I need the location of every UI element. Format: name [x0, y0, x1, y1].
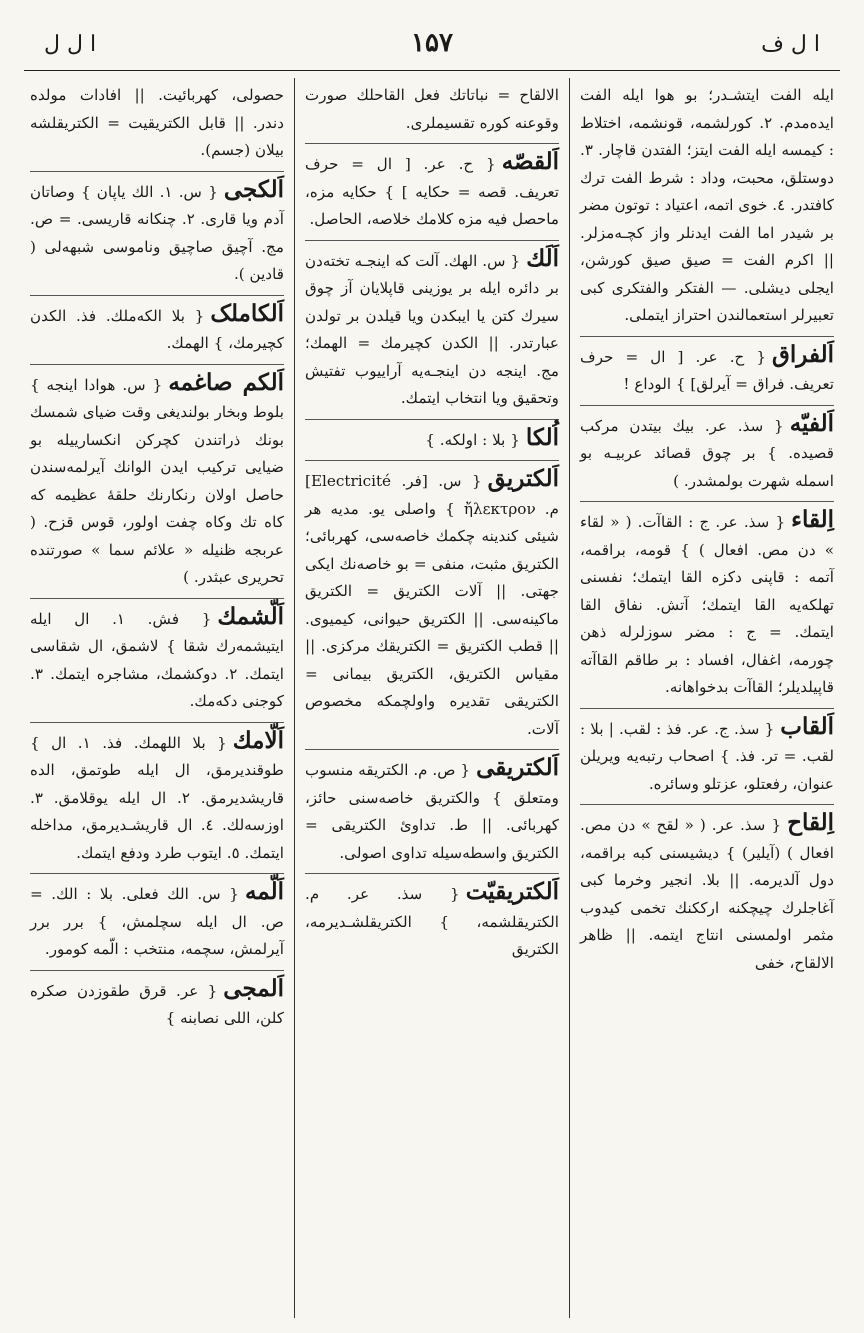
- headword: اَلمجی: [223, 974, 284, 1002]
- definition-text: { س. الهك. آلت که اینجـه تخته‌دن بر دائره ایله بر یوزینی قاپلایان آز چوق سیرك کتن یا ایبکدن ویا قیلدن بر تولدن عبارتدر. || الکدن کچیرمك = الهمك؛ مج. اینجه دن اینجـه‌یه آراییوب تفتیش وتحقیق ویا انتخاب ایتمك.: [305, 251, 559, 407]
- definition-text: { س. هوادا اینجه } بلوط وبخار بولندیغی وقت ضیای شمسك بونك ذراتندن کچرکن انکسارییله بو ضیایی ترکیب ایدن الوانك آیرلمه‌سندن حاصل اولان رنکارنك حلقهٔ عظیمه که کاه تك وکاه چفت اولور، قوس قزح. ( عربجه ظنیله « علائم سما » صورتنده تحریری عبثدر. ): [30, 375, 284, 586]
- header-rule: [24, 70, 840, 71]
- headword: اَلکجی: [223, 175, 284, 203]
- definition-text: حصولی، کهربائیت. || افادات مولده دندر. || قابل الکتریقیت = الکتریقلشه بیلان (جسم).: [30, 86, 284, 159]
- definition-text: { س. [فر. Electricité] م. ἤλεκτρον } واصلی یو. مدیه هر شیئی کندینه چکمك خاصه‌سی، کهربائی؛ الکتریق مثبت، منفی = بو خاصه‌نك ایکی جهتی. || آلات الکتریق = الکتریق ماکینه‌سی. || الکتریق حیوانی، کیمیوی. || قطب الکتریق = الکتریقك مرکزی. || مقیاس الکتریق، الکتریق بیمانی = الکتریقی تقدیره واولچمکه مخصوص آلات.: [305, 472, 559, 738]
- headword: اَلقصّه: [501, 148, 559, 175]
- dictionary-entry: [305, 461, 559, 750]
- dictionary-entry: [580, 805, 834, 983]
- page-header: [24, 26, 840, 68]
- dictionary-entry: [580, 709, 834, 806]
- column-divider: [290, 78, 299, 1318]
- definition-text: ایله الفت ایتشـدر؛ بو هوا ایله الفت ایده‌مدم. ۲. کورلشمه، قونشمه، اختلاط : کیمسه ایله الفت ایتز؛ الفتدن قاچار. ۳. دوستلق، محبت، وداد : شرط الفت ترك کافتدر. ٤. خوی اتمه، اعتیاد : توتون مضر بر شیدر اما الفت ایدنلر واز کچـه‌مزلر. || اکرم الفت = صیق صیق کورشن، ایجلی دیشلی. — الفتکر والفتکری کبی تعبیرلر استعمالندن احتراز ایتملی.: [580, 86, 834, 324]
- definition-text: { ص. م. الکتریقه منسوب ومتعلق } والکتریق خاصه‌سنی حائز، کهربائی. || ط. تداوئ الکتریقی = الکتریق واسطه‌سیله تداوی اصولی.: [305, 761, 559, 862]
- headword: اَلّمه: [244, 878, 284, 905]
- headword: اَلفراق: [772, 340, 834, 368]
- dictionary-entry: [30, 78, 284, 172]
- headword: اَلّشمك: [217, 602, 284, 630]
- definition-text: { بلا : اولکه. }: [425, 430, 520, 449]
- headword: اَلفیّه: [789, 409, 834, 437]
- headword: اَلکتریق: [487, 465, 559, 492]
- dictionary-entry: [30, 365, 284, 599]
- definition-text: { ح. عر. [ ال = حرف تعریف. قصه = حکایه ] } حکایه مزه، ماحصل فیه مزه کلامك خلاصه، الحاصل.: [305, 155, 559, 228]
- dictionary-entry: [580, 337, 834, 406]
- headword: اَلکم صاغمه: [168, 368, 284, 396]
- definition-text: { ح. عر. [ ال = حرف تعریف. فراق = آیرلق] } الوداع !: [580, 347, 834, 393]
- headword: اَلَك: [526, 244, 559, 272]
- columns: [24, 78, 840, 1318]
- definition-text: { س. الك فعلی. بلا : الك. = ص. ال ایله سچلمش، } برر برر آیرلمش، سچمه، منتخب : الّمه کومور.: [30, 885, 284, 958]
- definition-text: الالقاح = نباتاتك فعل القاحلك صورت وقوعنه کوره تقسیملری.: [305, 86, 559, 132]
- page-number: ۱۵۷: [411, 28, 453, 58]
- dictionary-entry: [30, 172, 284, 296]
- dictionary-entry: [305, 144, 559, 241]
- definition-text: { سذ. عر. ج : القاآت. ( « لقاء » دن مص. افعال ) } قومه، براقمه، آتمه : قاپنی دکزه القا ایتمك؛ نفسنی تهلکه‌یه القا ایتمك؛ آتش. نفاق القا ایتمك. = ج : مضر سوزلرله ذهن چورمه، اغفال، افساد : بر طاقم القاآته قاپیلدیلر؛ القاآت بدخواهانه.: [580, 513, 834, 696]
- definition-text: { عر. قرق طقوزدن صکره کلن، اللی نصابنه }: [30, 981, 284, 1027]
- headword: اَلکتریقی: [476, 754, 559, 781]
- dictionary-entry: [580, 502, 834, 709]
- definition-text: { سذ. عر. م. الکتریقلشمه، } الکتریقلشـدیرمه، الکتریق: [305, 885, 559, 958]
- dictionary-entry: [30, 723, 284, 875]
- headword: اَلقاب: [780, 712, 834, 740]
- guide-word-right: ا ل ف: [761, 32, 820, 57]
- dictionary-entry: [30, 971, 284, 1039]
- definition-text: { فش. ۱. ال ایله ایتیشمه‌رك شقا‌ } لاشمق، ال شقاسی ایتمك. ۲. دوکشمك، مشاجره ایتمك. ۳. کوجنی دکه‌مك.: [30, 609, 284, 710]
- definition-text: { سذ. عر. ( « لقح » دن مص. افعال ) (آیلیر) } دیشیسنی کبه براقمه، دول آلدیرمه. || بلا. انجیر وخرما کبی آغاجلرك چیچکنه ارککنك تخمی کیدوب مثمر اولمسنی انتاج ایتمه. || ظاهر الالقاح، خفی: [580, 816, 834, 972]
- headword: اُلکا: [525, 423, 559, 451]
- definition-text: { سذ. ج. عر. فذ : لقب. | بلا : لقب. = تر. فذ. } اصحاب رتبه‌یه ویریلن عنوان، رفعتلو، عزتلو وسائره.: [580, 719, 834, 793]
- definition-text: { سذ. عر. بیك بیتدن مرکب قصیده. } بر چوق قصائد عربیـه بو اسمله شهرت بولمشدر. ): [580, 416, 834, 490]
- definition-text: { بلا الکه‌ملك. فذ. الکدن کچیرمك، } الهمك.: [30, 306, 284, 352]
- column-left: [24, 78, 290, 1318]
- headword: اَلّامك: [232, 726, 285, 754]
- headword: اِلقاء: [791, 506, 834, 533]
- dictionary-entry: [30, 296, 284, 365]
- dictionary-entry: [305, 78, 559, 144]
- dictionary-entry: [30, 874, 284, 971]
- dictionary-entry: [305, 750, 559, 874]
- dictionary-entry: [305, 420, 559, 462]
- headword: اِلقاح: [787, 809, 834, 836]
- dictionary-entry: [305, 874, 559, 970]
- definition-text: { س. ۱. الك یاپان } وصاتان آدم ویا قاری. ۲. چنکانه قاریسی. = ص. مج. آچیق صاچیق وناموسی شبهه‌لی ( قادین ).: [30, 182, 284, 283]
- headword: اَلکاملک: [210, 299, 284, 327]
- dictionary-entry: [305, 241, 559, 420]
- dictionary-entry: [580, 406, 834, 503]
- definition-text: { بلا اللهمك. فذ. ۱. ال } طوقندیرمق، ال ایله طوتمق، الده قاریشدیرمق. ۲. ال ایله یوقلامق. ۳. اوزسه‌لك. ٤. ال قاریشـدیرمق، مداخله ایتمك. ٥. ایتوب طرد ودفع ایتمك.: [30, 733, 284, 862]
- guide-word-left: ا ل ل: [44, 32, 97, 57]
- column-middle: [299, 78, 565, 1318]
- headword: اَلکتریقیّت: [465, 878, 559, 905]
- dictionary-entry: [30, 599, 284, 723]
- dictionary-entry: [580, 78, 834, 337]
- column-divider: [565, 78, 574, 1318]
- column-right: [574, 78, 840, 1318]
